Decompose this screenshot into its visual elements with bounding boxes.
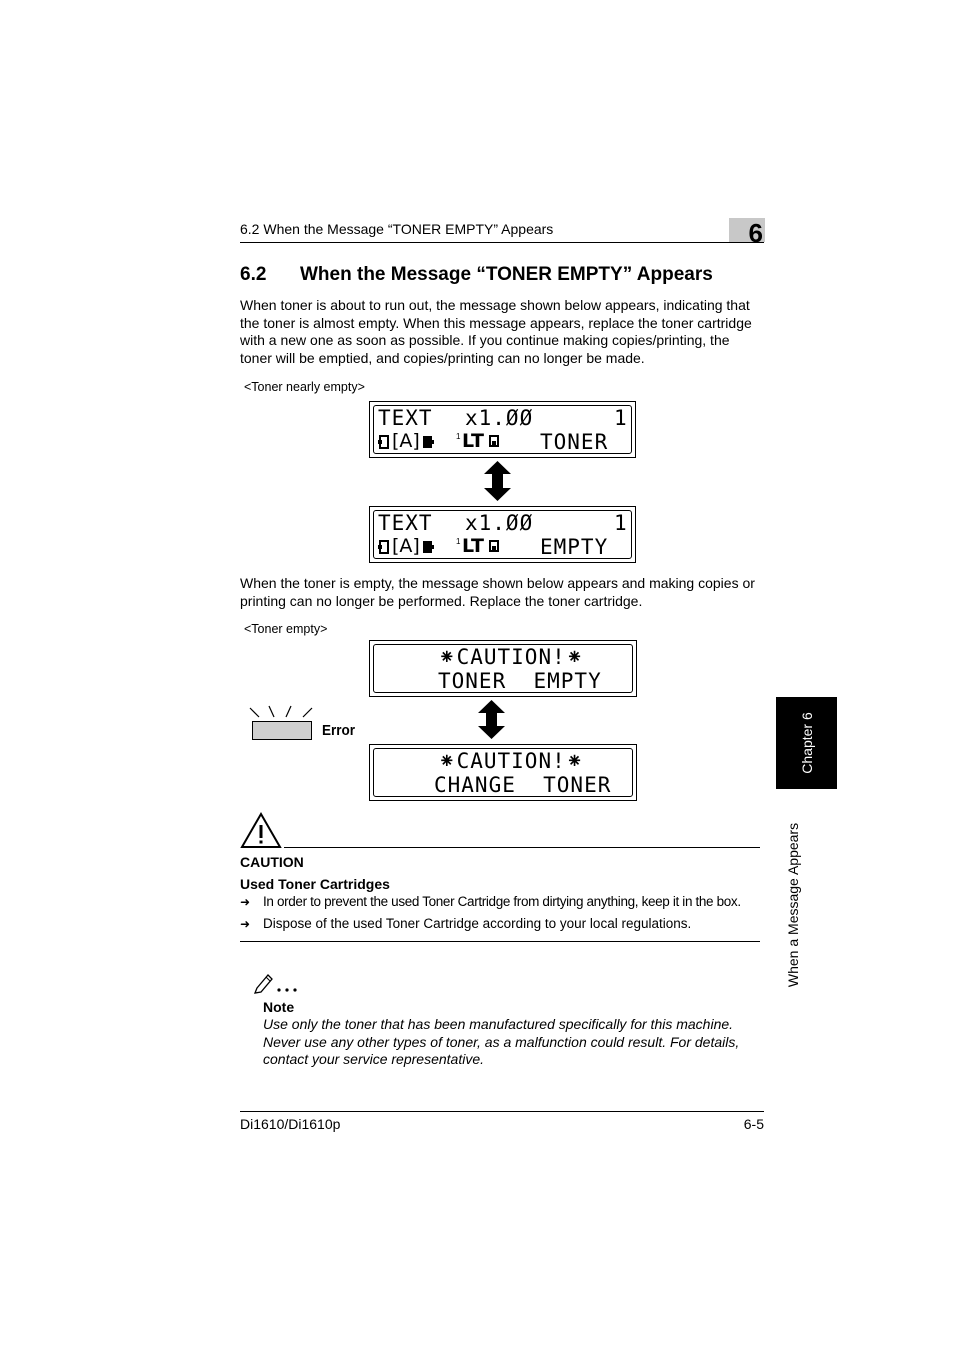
chapter-number-box (729, 218, 765, 248)
section-title (240, 264, 713, 286)
error-label: Error (322, 722, 356, 739)
empty-paragraph (240, 575, 765, 610)
paper-feed-icon (378, 435, 390, 449)
portrait-icon (489, 435, 499, 447)
toner-empty-caption: <Toner empty> (244, 622, 328, 636)
header-rule (240, 242, 764, 243)
empty-line: When the toner is empty, the message shown below appears and making copies or (240, 575, 755, 591)
caution-bullet: ➜ In order to prevent the used Toner Cartridge from dirtying anything, keep it in the box. (240, 894, 741, 909)
running-header: 6.2 When the Message “TONER EMPTY” Appears (240, 221, 554, 237)
intro-paragraph (240, 297, 765, 367)
caution-bottom-rule (240, 941, 760, 942)
error-lamp (252, 721, 312, 740)
lcd-count: 1 (614, 511, 628, 535)
updown-arrow-icon (478, 700, 505, 739)
paper-size-icon (422, 540, 434, 554)
lcd-toner-empty-line: TONER EMPTY (438, 669, 602, 693)
lcd-caution-line: ⁕CAUTION!⁕ (438, 645, 585, 669)
chapter-tab-label: Chapter 6 (798, 712, 815, 774)
lcd-change-toner-line: CHANGE TONER (434, 773, 612, 797)
lcd-mode: TEXT (378, 406, 433, 430)
section-tab-label: When a Message Appears (784, 822, 801, 988)
lcd-paper: LT (462, 535, 484, 557)
caution-top-rule (284, 847, 760, 848)
lcd-paper: LT (462, 430, 484, 452)
chapter-tab (776, 697, 837, 789)
caution-label: CAUTION (240, 854, 304, 870)
lcd-count: 1 (614, 406, 628, 430)
intro-line: the toner is almost empty. When this message appears, replace the toner cartridge (240, 314, 752, 331)
empty-line: printing can no longer be performed. Replace the toner cartridge. (240, 592, 643, 609)
lcd-tray: [A] (392, 535, 420, 557)
note-line: Use only the toner that has been manufactured specifically for this machine. (263, 1016, 734, 1032)
arrow-bullet-icon: ➜ (240, 895, 250, 909)
lamp-blink-icon (247, 704, 317, 720)
intro-line: with a new one as soon as possible. If you continue making copies/printing, the (240, 332, 730, 349)
intro-line: When toner is about to run out, the message shown below appears, indicating that (240, 297, 750, 313)
caution-heading: Used Toner Cartridges (240, 876, 390, 892)
paper-size-icon (422, 435, 434, 449)
intro-line: toner will be emptied, and copies/printing can no longer be made. (240, 349, 645, 366)
lcd-display-caution-change (369, 744, 637, 801)
lcd-message: EMPTY (540, 535, 609, 559)
lcd-display-empty (369, 506, 636, 563)
note-text (263, 1016, 768, 1069)
footer-page-number: 6-5 (743, 1116, 764, 1132)
caution-bullet: ➜ Dispose of the used Toner Cartridge according to your local regulations. (240, 916, 692, 931)
section-tab (776, 800, 809, 1010)
lcd-zoom: x1.ØØ (465, 511, 534, 535)
nearly-empty-caption: <Toner nearly empty> (244, 380, 365, 394)
pencil-note-icon (253, 970, 301, 994)
footer-model: Di1610/Di1610p (240, 1116, 341, 1132)
lcd-message: TONER (540, 430, 609, 454)
lcd-superscript: 1 (456, 432, 461, 441)
chapter-number: 6 (748, 218, 763, 248)
paper-feed-icon (378, 540, 390, 554)
updown-arrow-icon (484, 461, 511, 501)
lcd-caution-line: ⁕CAUTION!⁕ (438, 749, 585, 773)
note-label: Note (263, 999, 295, 1015)
warning-triangle-icon (240, 812, 282, 849)
lcd-display-toner (369, 401, 636, 458)
portrait-icon (489, 540, 499, 552)
lcd-display-caution-empty (369, 640, 637, 697)
lcd-zoom: x1.ØØ (465, 406, 534, 430)
arrow-bullet-icon: ➜ (240, 917, 251, 931)
note-line: Never use any other types of toner, as a malfunction could result. For details, (263, 1033, 740, 1050)
footer-rule (240, 1111, 764, 1112)
section-title-text: When the Message “TONER EMPTY” Appears (300, 264, 713, 285)
note-line: contact your service representative. (263, 1051, 484, 1068)
lcd-tray: [A] (392, 430, 420, 452)
section-number: 6.2 (240, 264, 267, 285)
lcd-mode: TEXT (378, 511, 433, 535)
lcd-superscript: 1 (456, 537, 461, 546)
